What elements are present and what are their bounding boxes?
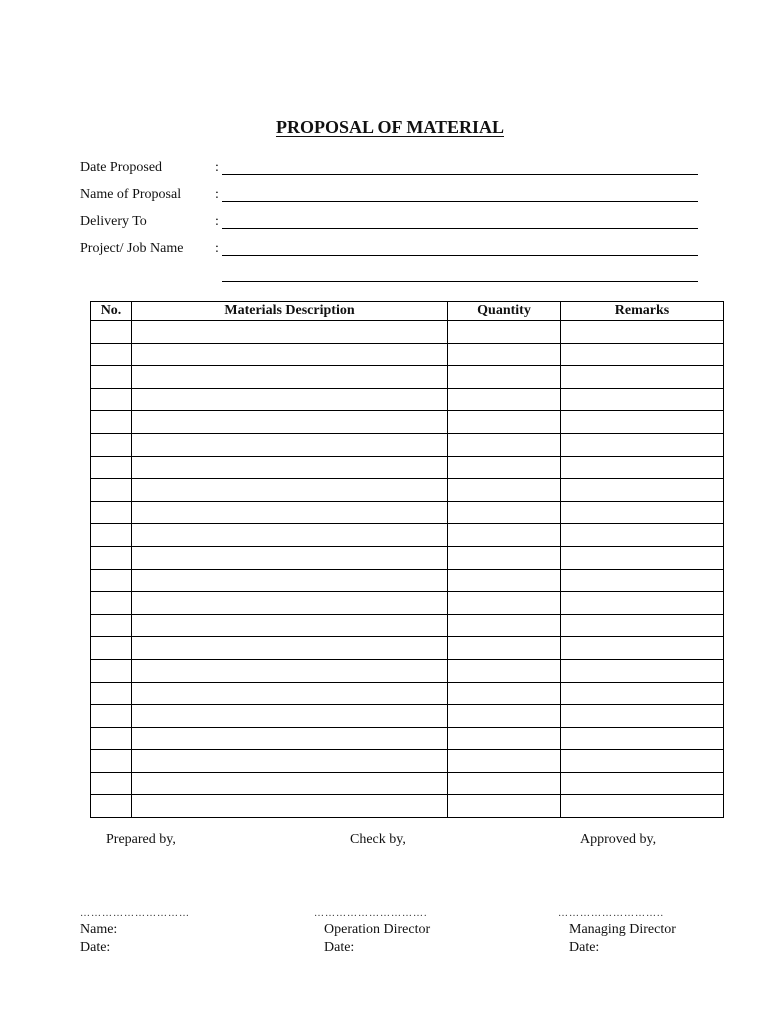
cell-quantity[interactable] bbox=[448, 546, 561, 569]
cell-remarks[interactable] bbox=[561, 682, 724, 705]
cell-quantity[interactable] bbox=[448, 682, 561, 705]
cell-remarks[interactable] bbox=[561, 456, 724, 479]
cell-no[interactable] bbox=[91, 433, 132, 456]
field-label: Delivery To bbox=[80, 214, 147, 229]
cell-no[interactable] bbox=[91, 659, 132, 682]
cell-remarks[interactable] bbox=[561, 388, 724, 411]
table-row bbox=[91, 659, 724, 682]
cell-remarks[interactable] bbox=[561, 614, 724, 637]
cell-materials-description[interactable] bbox=[132, 682, 448, 705]
cell-materials-description[interactable] bbox=[132, 321, 448, 344]
field-label: Date Proposed bbox=[80, 160, 163, 175]
table-row bbox=[91, 501, 724, 524]
check-date-label: Date: bbox=[324, 940, 355, 955]
cell-remarks[interactable] bbox=[561, 366, 724, 389]
cell-materials-description[interactable] bbox=[132, 388, 448, 411]
cell-quantity[interactable] bbox=[448, 750, 561, 773]
approved-by-heading: Approved by, bbox=[580, 832, 657, 847]
cell-quantity[interactable] bbox=[448, 772, 561, 795]
cell-no[interactable] bbox=[91, 727, 132, 750]
project-job-name-continuation-line[interactable] bbox=[222, 281, 698, 282]
cell-no[interactable] bbox=[91, 795, 132, 818]
cell-remarks[interactable] bbox=[561, 546, 724, 569]
document-title: PROPOSAL OF MATERIAL bbox=[275, 117, 504, 137]
cell-no[interactable] bbox=[91, 546, 132, 569]
cell-materials-description[interactable] bbox=[132, 727, 448, 750]
cell-materials-description[interactable] bbox=[132, 772, 448, 795]
field-colon: : bbox=[215, 241, 219, 256]
field-label: Project/ Job Name bbox=[80, 241, 184, 256]
field-label: Name of Proposal bbox=[80, 187, 182, 202]
table-row bbox=[91, 592, 724, 615]
cell-no[interactable] bbox=[91, 524, 132, 547]
prepared-name-label: Name: bbox=[80, 922, 118, 937]
table-row bbox=[91, 727, 724, 750]
project-job-name-line[interactable] bbox=[222, 255, 698, 256]
cell-remarks[interactable] bbox=[561, 637, 724, 660]
cell-remarks[interactable] bbox=[561, 524, 724, 547]
cell-materials-description[interactable] bbox=[132, 524, 448, 547]
cell-quantity[interactable] bbox=[448, 501, 561, 524]
table-row bbox=[91, 569, 724, 592]
field-colon: : bbox=[215, 160, 219, 175]
cell-quantity[interactable] bbox=[448, 411, 561, 434]
cell-remarks[interactable] bbox=[561, 569, 724, 592]
cell-no[interactable] bbox=[91, 321, 132, 344]
cell-no[interactable] bbox=[91, 682, 132, 705]
cell-remarks[interactable] bbox=[561, 479, 724, 502]
cell-materials-description[interactable] bbox=[132, 592, 448, 615]
table-row bbox=[91, 433, 724, 456]
cell-no[interactable] bbox=[91, 343, 132, 366]
cell-materials-description[interactable] bbox=[132, 705, 448, 728]
table-row bbox=[91, 321, 724, 344]
cell-materials-description[interactable] bbox=[132, 501, 448, 524]
cell-materials-description[interactable] bbox=[132, 546, 448, 569]
cell-remarks[interactable] bbox=[561, 501, 724, 524]
cell-quantity[interactable] bbox=[448, 456, 561, 479]
cell-no[interactable] bbox=[91, 592, 132, 615]
column-header-quantity: Quantity bbox=[448, 302, 561, 321]
table-row bbox=[91, 546, 724, 569]
column-header-remarks: Remarks bbox=[561, 302, 724, 321]
cell-remarks[interactable] bbox=[561, 433, 724, 456]
cell-materials-description[interactable] bbox=[132, 614, 448, 637]
cell-materials-description[interactable] bbox=[132, 411, 448, 434]
cell-no[interactable] bbox=[91, 750, 132, 773]
cell-remarks[interactable] bbox=[561, 727, 724, 750]
cell-no[interactable] bbox=[91, 411, 132, 434]
name-of-proposal-line[interactable] bbox=[222, 201, 698, 202]
field-colon: : bbox=[215, 214, 219, 229]
cell-remarks[interactable] bbox=[561, 321, 724, 344]
cell-quantity[interactable] bbox=[448, 433, 561, 456]
approved-date-label: Date: bbox=[569, 940, 600, 955]
cell-remarks[interactable] bbox=[561, 343, 724, 366]
cell-materials-description[interactable] bbox=[132, 479, 448, 502]
cell-remarks[interactable] bbox=[561, 592, 724, 615]
cell-quantity[interactable] bbox=[448, 727, 561, 750]
table-row bbox=[91, 456, 724, 479]
cell-quantity[interactable] bbox=[448, 343, 561, 366]
approved-signature-line[interactable]: ……………………….. bbox=[558, 908, 664, 919]
operation-director-label: Operation Director bbox=[324, 922, 431, 937]
cell-materials-description[interactable] bbox=[132, 343, 448, 366]
cell-no[interactable] bbox=[91, 637, 132, 660]
materials-table-body bbox=[91, 321, 724, 818]
cell-materials-description[interactable] bbox=[132, 659, 448, 682]
column-header-no: No. bbox=[91, 302, 132, 321]
cell-quantity[interactable] bbox=[448, 569, 561, 592]
cell-no[interactable] bbox=[91, 501, 132, 524]
table-row bbox=[91, 366, 724, 389]
cell-materials-description[interactable] bbox=[132, 795, 448, 818]
check-signature-line[interactable]: …………………………. bbox=[314, 908, 428, 919]
table-row bbox=[91, 343, 724, 366]
cell-no[interactable] bbox=[91, 569, 132, 592]
table-row bbox=[91, 411, 724, 434]
prepared-date-label: Date: bbox=[80, 940, 111, 955]
cell-no[interactable] bbox=[91, 366, 132, 389]
table-row bbox=[91, 795, 724, 818]
table-row bbox=[91, 772, 724, 795]
cell-remarks[interactable] bbox=[561, 795, 724, 818]
cell-no[interactable] bbox=[91, 705, 132, 728]
prepared-by-heading: Prepared by, bbox=[106, 832, 176, 847]
cell-materials-description[interactable] bbox=[132, 433, 448, 456]
materials-table bbox=[90, 301, 724, 818]
cell-quantity[interactable] bbox=[448, 592, 561, 615]
table-header-row bbox=[91, 302, 724, 321]
cell-no[interactable] bbox=[91, 388, 132, 411]
cell-materials-description[interactable] bbox=[132, 750, 448, 773]
table-row bbox=[91, 479, 724, 502]
column-header-materials-description: Materials Description bbox=[132, 302, 448, 321]
table-row bbox=[91, 705, 724, 728]
cell-no[interactable] bbox=[91, 456, 132, 479]
cell-no[interactable] bbox=[91, 772, 132, 795]
date-proposed-line[interactable] bbox=[222, 174, 698, 175]
table-row bbox=[91, 682, 724, 705]
cell-remarks[interactable] bbox=[561, 750, 724, 773]
cell-no[interactable] bbox=[91, 614, 132, 637]
cell-quantity[interactable] bbox=[448, 795, 561, 818]
cell-remarks[interactable] bbox=[561, 705, 724, 728]
cell-quantity[interactable] bbox=[448, 388, 561, 411]
cell-no[interactable] bbox=[91, 479, 132, 502]
check-by-heading: Check by, bbox=[350, 832, 406, 847]
cell-quantity[interactable] bbox=[448, 524, 561, 547]
cell-quantity[interactable] bbox=[448, 637, 561, 660]
cell-materials-description[interactable] bbox=[132, 637, 448, 660]
delivery-to-line[interactable] bbox=[222, 228, 698, 229]
cell-quantity[interactable] bbox=[448, 614, 561, 637]
field-colon: : bbox=[215, 187, 219, 202]
table-row bbox=[91, 637, 724, 660]
cell-quantity[interactable] bbox=[448, 659, 561, 682]
table-row bbox=[91, 614, 724, 637]
table-row bbox=[91, 524, 724, 547]
cell-materials-description[interactable] bbox=[132, 456, 448, 479]
cell-quantity[interactable] bbox=[448, 479, 561, 502]
cell-remarks[interactable] bbox=[561, 659, 724, 682]
cell-quantity[interactable] bbox=[448, 366, 561, 389]
cell-remarks[interactable] bbox=[561, 772, 724, 795]
cell-materials-description[interactable] bbox=[132, 569, 448, 592]
cell-materials-description[interactable] bbox=[132, 366, 448, 389]
table-row bbox=[91, 750, 724, 773]
cell-quantity[interactable] bbox=[448, 705, 561, 728]
table-row bbox=[91, 388, 724, 411]
prepared-signature-line[interactable]: ………………………… bbox=[80, 908, 190, 919]
cell-remarks[interactable] bbox=[561, 411, 724, 434]
managing-director-label: Managing Director bbox=[569, 922, 676, 937]
cell-quantity[interactable] bbox=[448, 321, 561, 344]
